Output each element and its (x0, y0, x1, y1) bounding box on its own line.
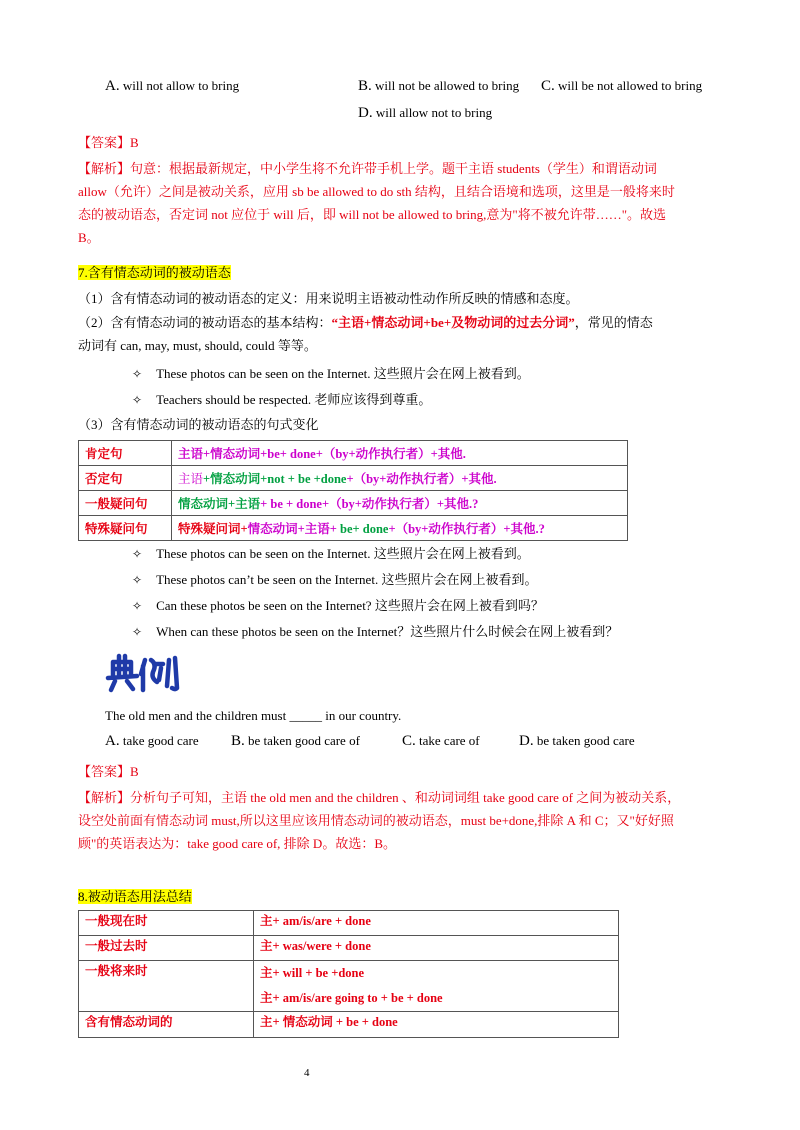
bullet-example-5: ✧ Can these photos be seen on the Internet? 这些照片会在网上被看到吗？ (132, 598, 544, 613)
answer-1: 【答案】B (78, 135, 139, 150)
diamond-bullet-icon: ✧ (132, 393, 143, 407)
table-row: 否定句 主语+情态动词+not + be +done+（by+动作执行者）+其他. (79, 466, 628, 491)
page-number: 4 (304, 1067, 310, 1079)
diamond-bullet-icon: ✧ (132, 599, 143, 613)
example-option-d: D. be taken good care (519, 733, 635, 749)
section-8-heading: 8.被动语态用法总结 (78, 889, 192, 904)
table-row: 特殊疑问句 特殊疑问词+情态动词+主语+ be+ done+（by+动作执行者）+其他.? (79, 516, 628, 541)
diamond-bullet-icon: ✧ (132, 573, 143, 587)
sentence-pattern-table (78, 440, 628, 541)
bullet-example-2: ✧ Teachers should be respected. 老师应该得到尊重。 (132, 392, 432, 407)
diamond-bullet-icon: ✧ (132, 367, 143, 381)
bullet-example-6: ✧ When can these photos be seen on the Internet？这些照片什么时候会在网上被看到？ (132, 624, 619, 639)
passive-summary-table (78, 910, 619, 1038)
variation-heading: （3）含有情态动词的被动语态的句式变化 (78, 417, 319, 432)
example-option-b: B. be taken good care of (231, 733, 360, 749)
explanation-2: 【解析】分析句子可知，主语 the old men and the children 、和动词词组 take good care of 之间为被动关系， 设空处前面有情态动词 must,所以这里应该用情态动词的被动语态，must be+done,排除 A 和 C；又"好好照 顾"的英语表达为：take good care of, 排除 D。故选：B。 (78, 790, 681, 851)
table-row: 肯定句 主语+情态动词+be+ done+（by+动作执行者）+其他. (79, 441, 628, 466)
option-d: D. will allow not to bring (358, 105, 493, 121)
option-b: B. will not be allowed to bring (358, 78, 520, 94)
option-a: A. will not allow to bring (105, 78, 240, 94)
table-row: 一般将来时 主+ will + be +done 主+ am/is/are going to + be + done (79, 961, 619, 1012)
table-row: 一般疑问句 情态动词+主语+ be + done+（by+动作执行者）+其他.? (79, 491, 628, 516)
bullet-example-1: ✧ These photos can be seen on the Internet. 这些照片会在网上被看到。 (132, 366, 530, 381)
example-option-c: C. take care of (402, 733, 480, 749)
bullet-example-3: ✧ These photos can be seen on the Internet. 这些照片会在网上被看到。 (132, 546, 530, 561)
section-7-heading: 7.含有情态动词的被动语态 (78, 265, 231, 280)
explanation-1: 【解析】句意：根据最新规定，中小学生将不允许带手机上学。题干主语 students（学生）和谓语动词 allow（允许）之间是被动关系，应用 sb be allowed to do sth 结构，且结合语境和选项，这里是一般将来时 态的被动语态，否定词 not 应位于 will 后，即 will not be allowed to bring,意为"将不被允许带……"。故选 B。 (78, 161, 675, 245)
diamond-bullet-icon: ✧ (132, 625, 143, 639)
typical-example-icon (105, 652, 185, 698)
answer-2: 【答案】B (78, 764, 139, 779)
example-option-a: A. take good care (105, 733, 199, 749)
definition-paragraph: （1）含有情态动词的被动语态的定义：用来说明主语被动性动作所反映的情感和态度。 (78, 291, 579, 306)
table-row: 一般过去时 主+ was/were + done (79, 936, 619, 961)
option-c: C. will be not allowed to bring (541, 78, 703, 94)
example-question: The old men and the children must _____ in our country. (105, 708, 402, 723)
diamond-bullet-icon: ✧ (132, 547, 143, 561)
structure-formula: “主语+情态动词+be+及物动词的过去分词” (331, 315, 575, 330)
table-row: 含有情态动词的 主+ 情态动词 + be + done (79, 1012, 619, 1038)
table-row: 一般现在时 主+ am/is/are + done (79, 911, 619, 936)
bullet-example-4: ✧ These photos can’t be seen on the Internet. 这些照片会在网上被看到。 (132, 572, 538, 587)
structure-paragraph: （2）含有情态动词的被动语态的基本结构：“主语+情态动词+be+及物动词的过去分词”，常见的情态 动词有 can, may, must, should, could 等等。 (78, 315, 653, 353)
